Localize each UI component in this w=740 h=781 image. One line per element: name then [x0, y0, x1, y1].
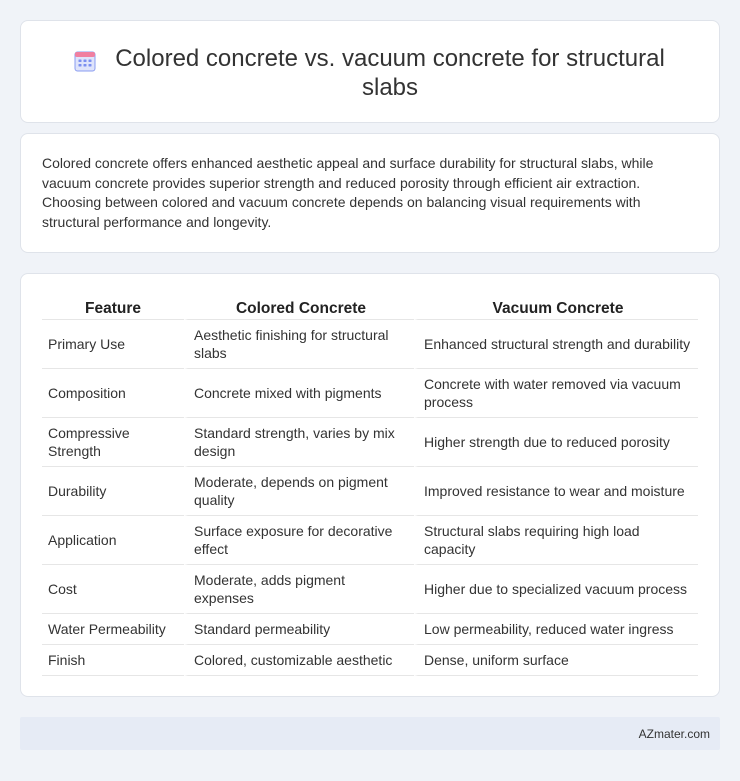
vacuum-cell: Structural slabs requiring high load capacity [414, 516, 698, 565]
comparison-table [42, 294, 698, 676]
column-header-colored: Colored Concrete [184, 294, 414, 320]
table-row [42, 467, 698, 516]
colored-cell: Concrete mixed with pigments [184, 369, 414, 418]
colored-cell: Colored, customizable aesthetic [184, 645, 414, 676]
footer-bar [20, 717, 720, 750]
colored-cell: Surface exposure for decorative effect [184, 516, 414, 565]
table-row [42, 369, 698, 418]
title-card [20, 20, 720, 123]
vacuum-cell: Enhanced structural strength and durability [414, 320, 698, 369]
column-header-feature: Feature [42, 294, 184, 320]
colored-cell: Aesthetic finishing for structural slabs [184, 320, 414, 369]
feature-cell: Finish [42, 645, 184, 676]
table-row [42, 418, 698, 467]
vacuum-cell: Dense, uniform surface [414, 645, 698, 676]
vacuum-cell: Low permeability, reduced water ingress [414, 614, 698, 645]
table-row [42, 645, 698, 676]
comparison-card [20, 273, 720, 697]
footer-brand[interactable]: AZmater.com [638, 727, 710, 741]
table-row [42, 320, 698, 369]
title-wrap [21, 44, 719, 102]
colored-cell: Moderate, adds pigment expenses [184, 565, 414, 614]
feature-cell: Compressive Strength [42, 418, 184, 467]
table-row [42, 614, 698, 645]
vacuum-cell: Higher due to specialized vacuum process [414, 565, 698, 614]
feature-cell: Application [42, 516, 184, 565]
table-header-row [42, 294, 698, 320]
summary-text: Colored concrete offers enhanced aesthetic appeal and surface durability for structural slabs, while vacuum concrete provides superior strength and reduced porosity through efficient air extraction. Choosing between colored and vacuum concrete depends on balancing visual requirements with structural performance and longevity. [42, 155, 654, 230]
summary-card [20, 133, 720, 253]
feature-cell: Durability [42, 467, 184, 516]
vacuum-cell: Improved resistance to wear and moisture [414, 467, 698, 516]
colored-cell: Standard permeability [184, 614, 414, 645]
colored-cell: Moderate, depends on pigment quality [184, 467, 414, 516]
vacuum-cell: Higher strength due to reduced porosity [414, 418, 698, 467]
table-row [42, 516, 698, 565]
page-title: Colored concrete vs. vacuum concrete for structural slabs [115, 45, 665, 101]
feature-cell: Primary Use [42, 320, 184, 369]
calendar-icon [73, 49, 97, 73]
colored-cell: Standard strength, varies by mix design [184, 418, 414, 467]
feature-cell: Composition [42, 369, 184, 418]
feature-cell: Water Permeability [42, 614, 184, 645]
feature-cell: Cost [42, 565, 184, 614]
column-header-vacuum: Vacuum Concrete [414, 294, 698, 320]
table-row [42, 565, 698, 614]
vacuum-cell: Concrete with water removed via vacuum process [414, 369, 698, 418]
